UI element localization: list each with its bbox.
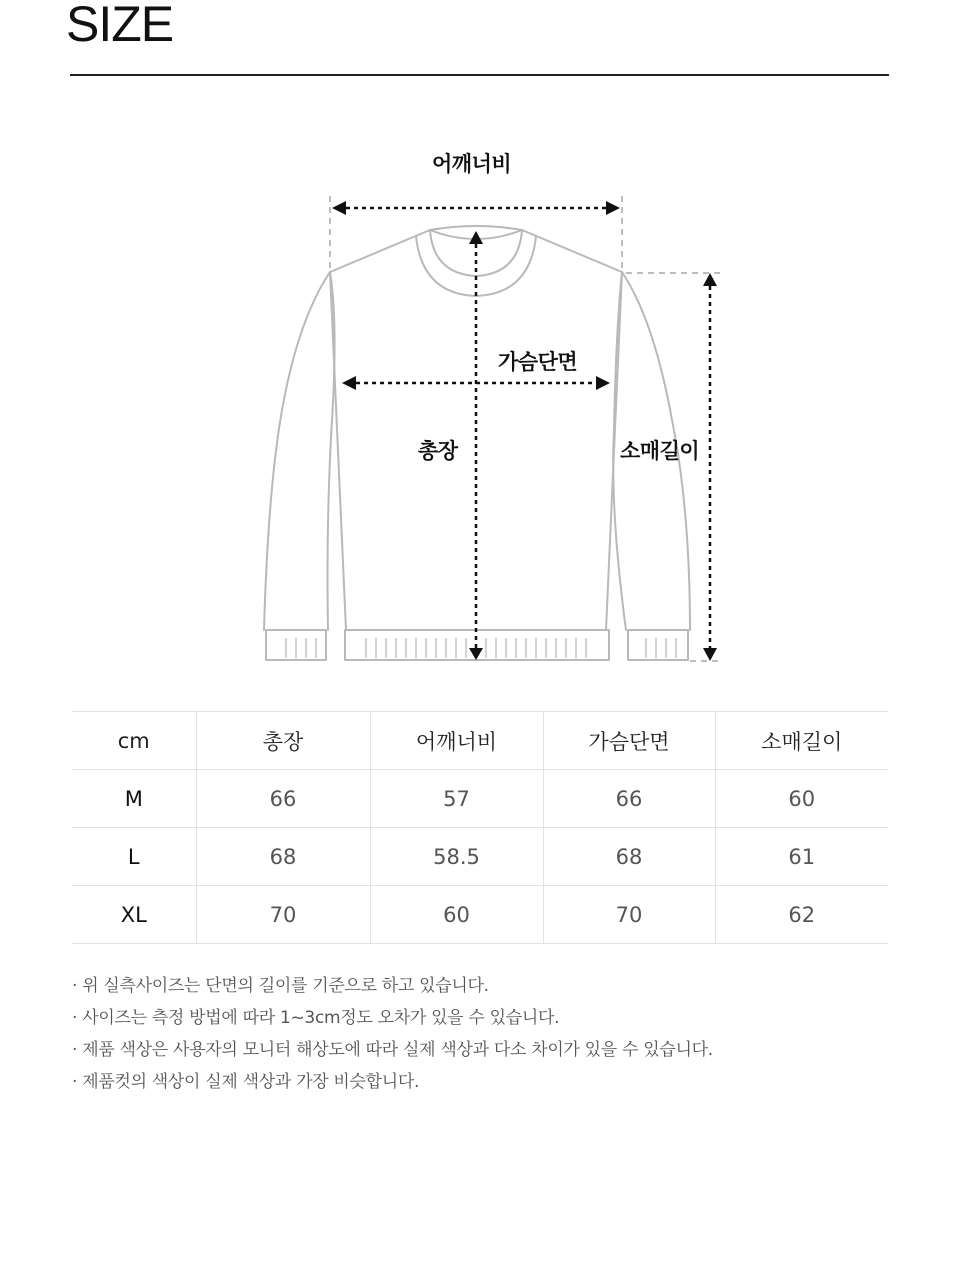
header-unit: cm (72, 712, 196, 770)
value-cell: 61 (715, 828, 888, 886)
value-cell: 66 (543, 770, 715, 828)
header-shoulder: 어깨너비 (370, 712, 543, 770)
size-table (72, 711, 888, 944)
shoulder-label: 어깨너비 (432, 152, 512, 176)
value-cell: 58.5 (370, 828, 543, 886)
note-item: · 제품컷의 색상이 실제 색상과 가장 비슷합니다. (72, 1072, 420, 1092)
header-chest: 가슴단면 (543, 712, 715, 770)
value-cell: 68 (196, 828, 370, 886)
table-row (72, 828, 888, 886)
value-cell: 68 (543, 828, 715, 886)
size-notes (72, 970, 892, 1098)
chest-label: 가슴단면 (498, 350, 578, 374)
header-sleeve: 소매길이 (715, 712, 888, 770)
sweatshirt-outline (0, 130, 960, 690)
title-divider (70, 74, 889, 76)
size-cell: XL (72, 886, 196, 944)
value-cell: 66 (196, 770, 370, 828)
value-cell: 60 (370, 886, 543, 944)
size-diagram (0, 130, 960, 690)
value-cell: 57 (370, 770, 543, 828)
table-row (72, 886, 888, 944)
value-cell: 62 (715, 886, 888, 944)
note-item: · 위 실측사이즈는 단면의 길이를 기준으로 하고 있습니다. (72, 976, 489, 996)
size-cell: M (72, 770, 196, 828)
note-item: · 제품 색상은 사용자의 모니터 해상도에 따라 실제 색상과 다소 차이가 있을 수 있습니다. (72, 1040, 713, 1060)
table-header-row (72, 712, 888, 770)
note-item: · 사이즈는 측정 방법에 따라 1~3cm정도 오차가 있을 수 있습니다. (72, 1008, 560, 1028)
sleeve-label: 소매길이 (620, 439, 700, 463)
table-row (72, 770, 888, 828)
value-cell: 60 (715, 770, 888, 828)
value-cell: 70 (543, 886, 715, 944)
value-cell: 70 (196, 886, 370, 944)
length-label: 총장 (418, 439, 458, 463)
header-length: 총장 (196, 712, 370, 770)
size-cell: L (72, 828, 196, 886)
page-title: SIZE (66, 0, 174, 52)
